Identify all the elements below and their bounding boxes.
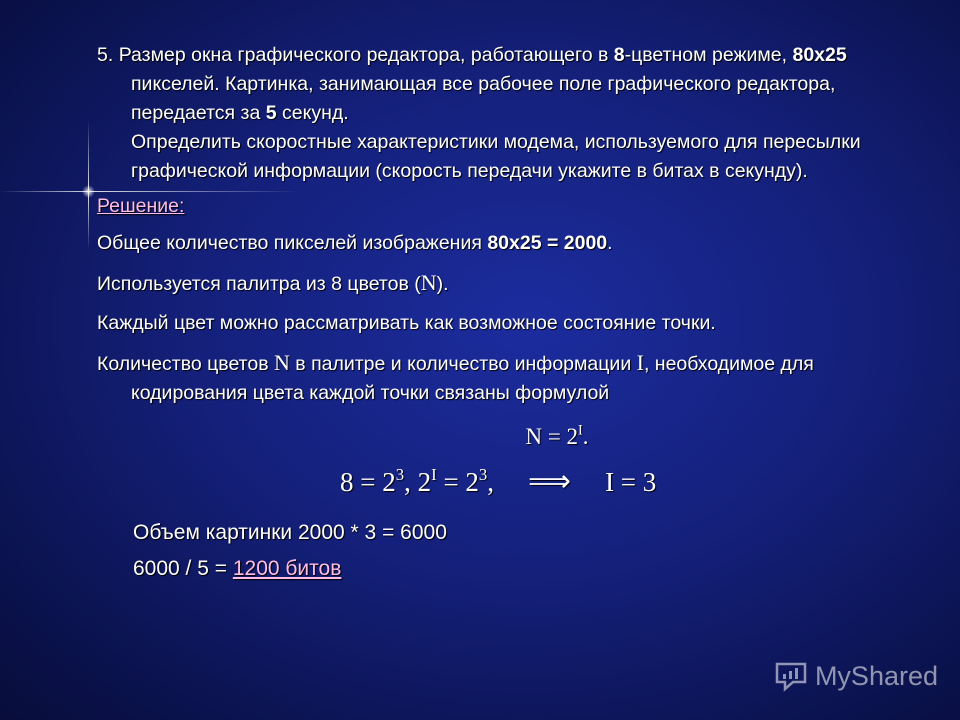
task-colors: 8 bbox=[613, 44, 625, 66]
volume-label: Объем картинки bbox=[133, 521, 298, 544]
watermark bbox=[773, 660, 938, 692]
total-pixels-end: . bbox=[607, 232, 613, 254]
relation-text-a: Количество цветов bbox=[97, 353, 274, 375]
rate-calc: 6000 / 5 = bbox=[133, 557, 233, 580]
task-question: Определить скоростные характеристики модема, используемого для пересылки графической информации (скорость передачи укажите в битах в секунду). bbox=[131, 131, 861, 182]
relation-text-c: , необходимое для кодирования цвета каждой точки связаны формулой bbox=[131, 353, 814, 404]
formula2-result: I = 3 bbox=[605, 467, 657, 497]
task-text-3: пикселей. Картинка, занимающая все рабочее поле графического редактора, передается за bbox=[131, 73, 836, 124]
slide-content bbox=[97, 41, 917, 587]
formula-derivation bbox=[340, 467, 917, 497]
total-pixels-text: Общее количество пикселей изображения bbox=[97, 232, 488, 254]
formula2-part4: , bbox=[487, 467, 495, 497]
volume-line bbox=[97, 515, 917, 551]
rate-result-link[interactable]: 1200 битов bbox=[232, 557, 342, 580]
task-seconds: 5 bbox=[265, 102, 277, 124]
task-statement bbox=[97, 41, 917, 186]
formula2-exp1: 3 bbox=[395, 465, 405, 485]
task-text-4: секунд. bbox=[276, 102, 349, 124]
formula-n-equals-2-power-i bbox=[197, 422, 917, 451]
relation-text-b: в палитре и количество информации bbox=[289, 353, 637, 375]
relation-i: I bbox=[636, 350, 644, 375]
implies-arrow-icon: ⟹ bbox=[528, 465, 572, 498]
watermark-text: MyShared bbox=[814, 660, 938, 691]
sparkle-glow bbox=[82, 185, 95, 198]
task-number: 5. bbox=[97, 44, 119, 66]
state-line: Каждый цвет можно рассматривать как возможное состояние точки. bbox=[97, 312, 716, 334]
palette-line bbox=[97, 268, 917, 299]
formula1-end: . bbox=[582, 424, 589, 449]
total-pixels-line bbox=[97, 229, 917, 258]
task-text-2: -цветном режиме, bbox=[624, 44, 793, 66]
volume-calc: 2000 * 3 = 6000 bbox=[298, 521, 447, 544]
task-size: 80х25 bbox=[792, 44, 847, 66]
formula2-exp3: 3 bbox=[478, 465, 488, 485]
rate-line bbox=[97, 551, 917, 587]
myshared-logo-icon bbox=[773, 660, 809, 692]
task-text-1: Размер окна графического редактора, работающего в bbox=[118, 44, 614, 66]
palette-end: ). bbox=[436, 273, 449, 295]
total-pixels-calc: 80х25 = 2000 bbox=[487, 232, 608, 254]
formula1-lhs: N = 2 bbox=[525, 424, 579, 449]
palette-variable: N bbox=[420, 270, 437, 295]
formula2-exp2: I bbox=[431, 465, 437, 485]
relation-n: N bbox=[273, 350, 290, 375]
relation-line bbox=[97, 348, 917, 408]
palette-text: Используется палитра из 8 цветов ( bbox=[97, 273, 421, 295]
formula2-part1: 8 = 2 bbox=[340, 467, 396, 497]
formula2-part2: , 2 bbox=[404, 467, 432, 497]
formula2-part3: = 2 bbox=[436, 467, 479, 497]
solution-label[interactable]: Решение: bbox=[97, 195, 185, 217]
formula1-exponent: I bbox=[578, 422, 583, 439]
